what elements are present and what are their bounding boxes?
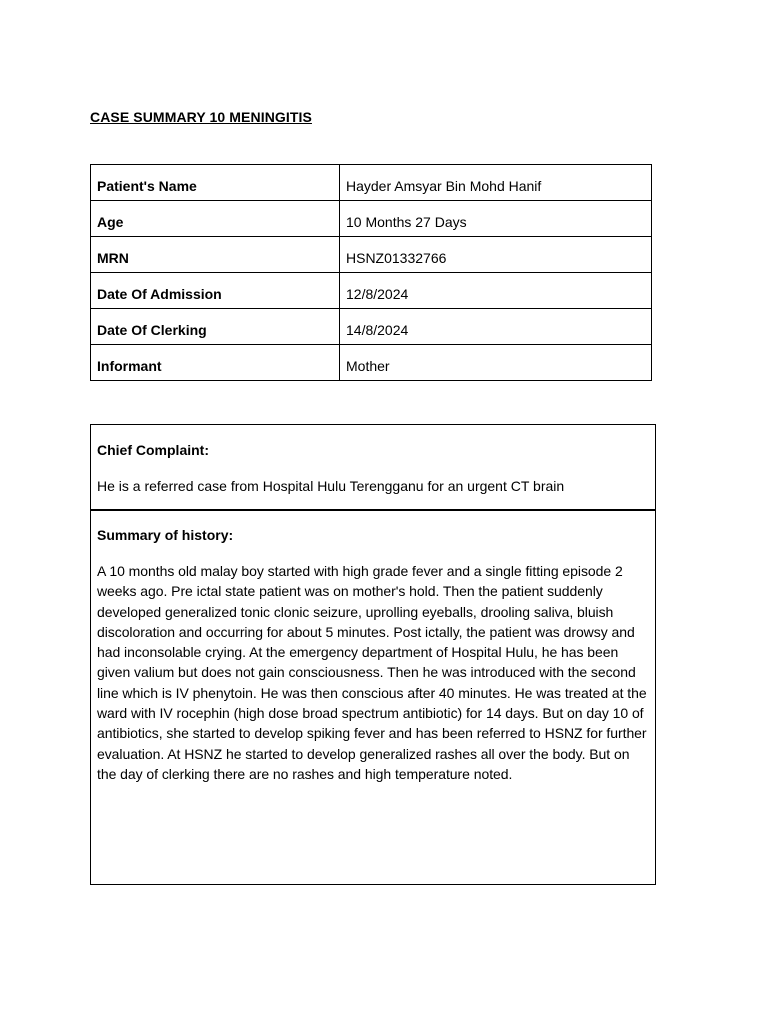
informant-label: Informant [91, 345, 340, 381]
table-row [91, 309, 652, 345]
mrn-value: HSNZ01332766 [340, 237, 652, 273]
table-row [91, 345, 652, 381]
admission-date-label: Date Of Admission [91, 273, 340, 309]
table-row [91, 165, 652, 201]
patient-name-label: Patient's Name [91, 165, 340, 201]
summary-of-history-section [90, 509, 656, 885]
table-row [91, 201, 652, 237]
table-row [91, 273, 652, 309]
age-value: 10 Months 27 Days [340, 201, 652, 237]
admission-date-value: 12/8/2024 [340, 273, 652, 309]
summary-of-history-text: A 10 months old malay boy started with high grade fever and a single fitting episode 2 weeks ago. Pre ictal state patient was on mother's hold. Then the patient suddenly developed generalized tonic clonic seizure, uprolling eyeballs, drooling saliva, bluish discoloration and occurring for about 5 minutes. Post ictally, the patient was drowsy and had inconsolable crying. At the emergency department of Hospital Hulu, he has been given valium but does not gain consciousness. Then he was introduced with the second line which is IV phenytoin. He was then conscious after 40 minutes. He was treated at the ward with IV rocephin (high dose broad spectrum antibiotic) for 14 days. But on day 10 of antibiotics, she started to develop spiking fever and has been referred to HSNZ for further evaluation. At HSNZ he started to develop generalized rashes all over the body. But on the day of clerking there are no rashes and high temperature noted. [97, 563, 647, 782]
age-label: Age [91, 201, 340, 237]
informant-value: Mother [340, 345, 652, 381]
patient-info-table [90, 164, 652, 381]
patient-name-value: Hayder Amsyar Bin Mohd Hanif [340, 165, 652, 201]
table-row [91, 237, 652, 273]
document-title: CASE SUMMARY 10 MENINGITIS [90, 109, 312, 125]
clerking-date-label: Date Of Clerking [91, 309, 340, 345]
chief-complaint-section [90, 424, 656, 511]
chief-complaint-heading: Chief Complaint: [97, 442, 209, 458]
mrn-label: MRN [91, 237, 340, 273]
summary-of-history-heading: Summary of history: [97, 527, 234, 543]
chief-complaint-text: He is a referred case from Hospital Hulu Terengganu for an urgent CT brain [97, 478, 565, 494]
clerking-date-value: 14/8/2024 [340, 309, 652, 345]
